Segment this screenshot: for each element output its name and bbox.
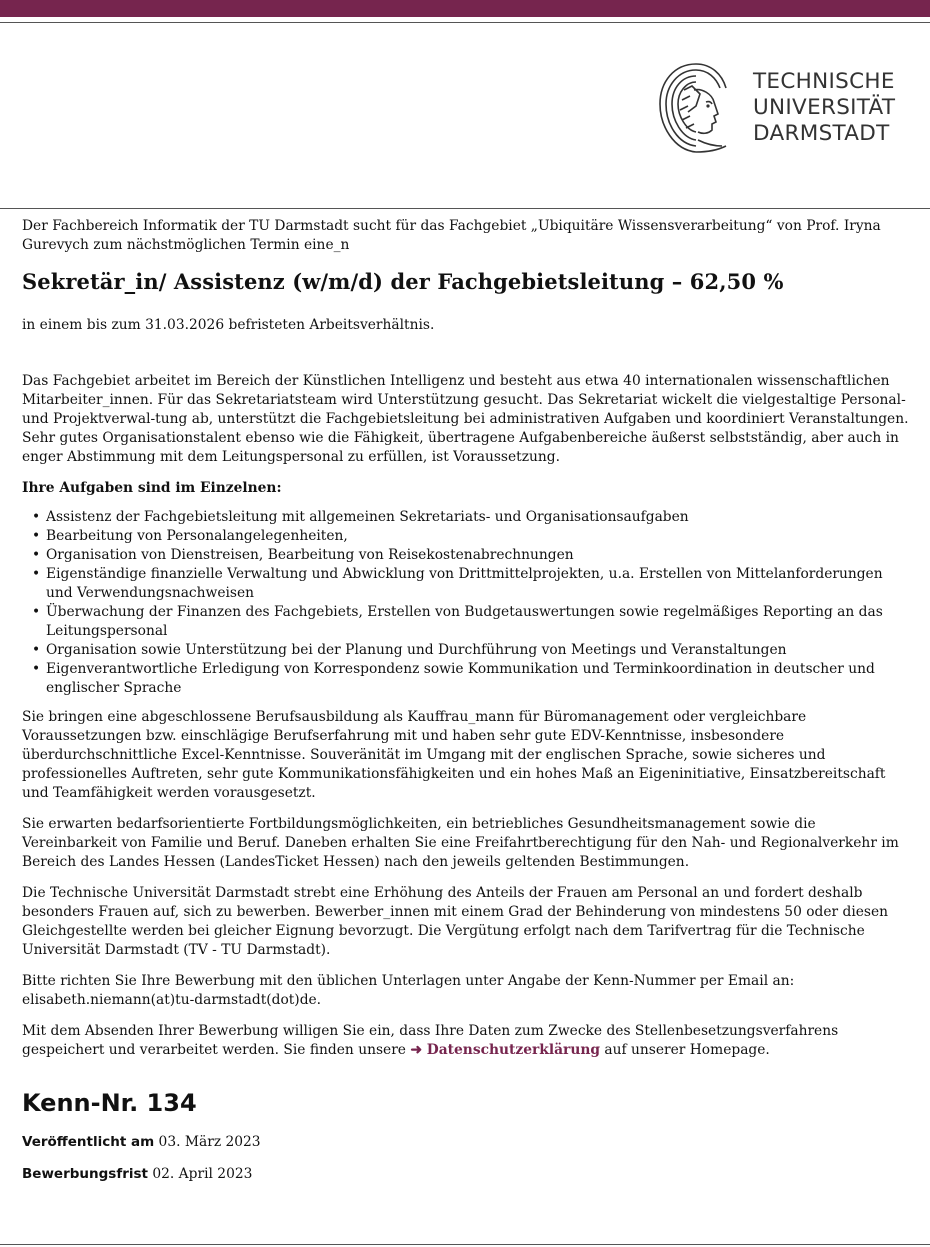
athena-seal-icon bbox=[656, 60, 736, 156]
job-title: Sekretär_in/ Assistenz (w/m/d) der Fachgebietsleitung – 62,50 % bbox=[22, 269, 784, 294]
deadline-date: 02. April 2023 bbox=[152, 1166, 253, 1182]
privacy-text bbox=[22, 1022, 910, 1060]
task-item: • Organisation sowie Unterstützung bei der Planung und Durchführung von Meetings und Veranstaltungen bbox=[46, 641, 910, 660]
task-item: • Organisation von Dienstreisen, Bearbeitung von Reisekostenabrechnungen bbox=[46, 546, 910, 565]
logo-line-2: UNIVERSITÄT bbox=[753, 95, 896, 120]
reference-number: Kenn-Nr. 134 bbox=[22, 1089, 197, 1117]
equality-text: Die Technische Universität Darmstadt strebt eine Erhöhung des Anteils der Frauen am Personal an und fordert deshalb besonders Frauen auf, sich zu bewerben. Bewerber_innen mit einem Grad der Behinderung von mindestens 50 oder diesen Gleichgestellte werden bei gleicher Eignung bevorzugt. Die Vergütung erfolgt nach dem Tarifvertrag für die Technische Universität Darmstadt (TV - TU Darmstadt). bbox=[22, 885, 889, 958]
published-line bbox=[22, 1132, 910, 1152]
job-posting bbox=[22, 217, 910, 1196]
tasks-heading: Ihre Aufgaben sind im Einzelnen: bbox=[22, 480, 282, 496]
tu-darmstadt-logo bbox=[656, 60, 916, 156]
header-divider bbox=[0, 208, 930, 209]
task-item: • Bearbeitung von Personalangelegenheiten, bbox=[46, 527, 910, 546]
tasks-list bbox=[22, 508, 910, 698]
task-item: • Überwachung der Finanzen des Fachgebiets, Erstellen von Budgetauswertungen sowie regelmäßiges Reporting an das Leitungspersonal bbox=[46, 603, 910, 641]
application-text: Bitte richten Sie Ihre Bewerbung mit den üblichen Unterlagen unter Angabe der Kenn-Nummer per Email an: elisabeth.niemann(at)tu-darmstadt(dot)de. bbox=[22, 973, 795, 1008]
logo-line-1: TECHNISCHE bbox=[753, 69, 895, 94]
intro-text: Der Fachbereich Informatik der TU Darmstadt sucht für das Fachgebiet „Ubiquitäre Wissensverarbeitung“ von Prof. Iryna Gurevych zum nächstmöglichen Termin eine_n bbox=[22, 218, 881, 253]
published-date: 03. März 2023 bbox=[158, 1134, 261, 1150]
logo-line-3: DARMSTADT bbox=[753, 121, 890, 146]
privacy-policy-link[interactable]: ➜ Datenschutzerklärung bbox=[410, 1042, 601, 1058]
privacy-text-before: Mit dem Absenden Ihrer Bewerbung willigen Sie ein, dass Ihre Daten zum Zwecke des Stellenbesetzungsverfahrens gespeichert und verarbeitet werden. Sie finden unsere bbox=[22, 1023, 839, 1058]
university-wordmark bbox=[753, 69, 895, 147]
top-brand-bar bbox=[0, 0, 930, 17]
task-item: • Eigenständige finanzielle Verwaltung und Abwicklung von Drittmittelprojekten, u.a. Erstellen von Mittelanforderungen und Verwendungsnachweisen bbox=[46, 565, 910, 603]
requirements-text: Sie bringen eine abgeschlossene Berufsausbildung als Kauffrau_mann für Büromanagement oder vergleichbare Voraussetzungen bzw. einschlägige Berufserfahrung mit und haben sehr gute EDV-Kenntnisse, insbesondere überdurchschnittliche Excel-Kenntnisse. Souveränität im Umgang mit der englischen Sprache, sowie sicheres und professionelles Auftreten, sehr gute Kommunikationsfähigkeiten und ein hohes Maß an Eigeninitiative, Einsatzbereitschaft und Teamfähigkeit werden vorausgesetzt. bbox=[22, 709, 886, 801]
top-divider bbox=[0, 22, 930, 23]
department-description: Das Fachgebiet arbeitet im Bereich der Künstlichen Intelligenz und besteht aus etwa 40 internationalen wissenschaftlichen Mitarbeiter_innen. Für das Sekretariatsteam wird Unterstützung gesucht. Das Sekretariat wickelt die vielgestaltige Personal- und Projektverwal-tung ab, unterstützt die Fachgebietsleitung bei administrativen Aufgaben und koordiniert Veranstaltungen. Sehr gutes Organisationstalent ebenso wie die Fähigkeit, übertragene Aufgabenbereiche äußerst selbstständig, aber auch in enger Abstimmung mit dem Leitungspersonal zu erfüllen, ist Voraussetzung. bbox=[22, 373, 909, 465]
published-label: Veröffentlicht am bbox=[22, 1134, 155, 1150]
task-item: • Eigenverantwortliche Erledigung von Korrespondenz sowie Kommunikation und Terminkoordination in deutscher und englischer Sprache bbox=[46, 660, 910, 698]
benefits-text: Sie erwarten bedarfsorientierte Fortbildungsmöglichkeiten, ein betriebliches Gesundheitsmanagement sowie die Vereinbarkeit von Familie und Beruf. Daneben erhalten Sie eine Freifahrtberechtigung für den Nah- und Regionalverkehr im Bereich des Landes Hessen (LandesTicket Hessen) nach den jeweils geltenden Bestimmungen. bbox=[22, 816, 899, 870]
contract-text: in einem bis zum 31.03.2026 befristeten Arbeitsverhältnis. bbox=[22, 317, 435, 333]
bottom-divider bbox=[0, 1244, 930, 1245]
deadline-label: Bewerbungsfrist bbox=[22, 1166, 148, 1182]
deadline-line bbox=[22, 1164, 910, 1184]
privacy-text-after: auf unserer Homepage. bbox=[600, 1042, 770, 1058]
task-item: • Assistenz der Fachgebietsleitung mit allgemeinen Sekretariats- und Organisationsaufgaben bbox=[46, 508, 910, 527]
